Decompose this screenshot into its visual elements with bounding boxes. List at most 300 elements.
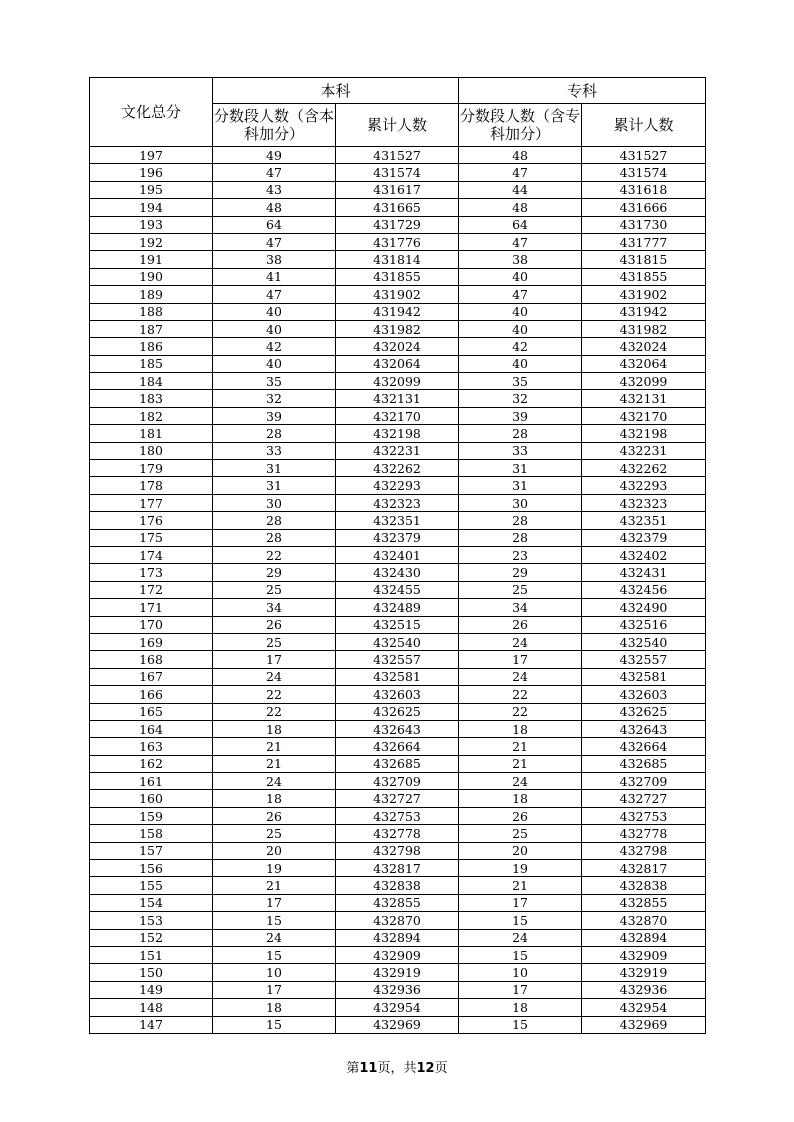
undergrad-count-cell: 64 bbox=[213, 216, 336, 233]
header-college-count: 分数段人数（含专科加分） bbox=[459, 104, 582, 147]
score-cell: 177 bbox=[90, 494, 213, 511]
table-row bbox=[90, 599, 706, 616]
table-row bbox=[90, 616, 706, 633]
header-undergrad-cumulative: 累计人数 bbox=[336, 104, 459, 147]
footer-total-pages: 12 bbox=[416, 1061, 435, 1076]
table-row bbox=[90, 268, 706, 285]
score-cell: 179 bbox=[90, 460, 213, 477]
college-cumulative-cell: 432936 bbox=[582, 981, 706, 998]
table-row bbox=[90, 390, 706, 407]
undergrad-count-cell: 26 bbox=[213, 807, 336, 824]
college-cumulative-cell: 432685 bbox=[582, 755, 706, 772]
undergrad-count-cell: 48 bbox=[213, 199, 336, 216]
college-cumulative-cell: 432855 bbox=[582, 894, 706, 911]
undergrad-count-cell: 38 bbox=[213, 251, 336, 268]
undergrad-cumulative-cell: 432919 bbox=[336, 964, 459, 981]
undergrad-cumulative-cell: 431617 bbox=[336, 181, 459, 198]
college-count-cell: 25 bbox=[459, 581, 582, 598]
college-count-cell: 40 bbox=[459, 355, 582, 372]
college-cumulative-cell: 432262 bbox=[582, 460, 706, 477]
footer-suffix: 页 bbox=[434, 1061, 448, 1076]
score-cell: 160 bbox=[90, 790, 213, 807]
score-cell: 167 bbox=[90, 668, 213, 685]
undergrad-cumulative-cell: 432131 bbox=[336, 390, 459, 407]
undergrad-count-cell: 10 bbox=[213, 964, 336, 981]
undergrad-count-cell: 40 bbox=[213, 355, 336, 372]
undergrad-cumulative-cell: 431527 bbox=[336, 147, 459, 164]
college-cumulative-cell: 432643 bbox=[582, 720, 706, 737]
header-college: 专科 bbox=[459, 78, 706, 104]
table-row bbox=[90, 425, 706, 442]
table-row bbox=[90, 546, 706, 563]
college-cumulative-cell: 432379 bbox=[582, 529, 706, 546]
college-cumulative-cell: 432581 bbox=[582, 668, 706, 685]
undergrad-cumulative-cell: 431729 bbox=[336, 216, 459, 233]
undergrad-count-cell: 15 bbox=[213, 912, 336, 929]
college-cumulative-cell: 432540 bbox=[582, 633, 706, 650]
table-row bbox=[90, 773, 706, 790]
score-cell: 171 bbox=[90, 599, 213, 616]
score-cell: 176 bbox=[90, 512, 213, 529]
table-row bbox=[90, 320, 706, 337]
undergrad-cumulative-cell: 432430 bbox=[336, 564, 459, 581]
table-row bbox=[90, 668, 706, 685]
college-count-cell: 24 bbox=[459, 633, 582, 650]
footer-page-number: 11 bbox=[359, 1061, 378, 1076]
score-cell: 157 bbox=[90, 842, 213, 859]
college-cumulative-cell: 432709 bbox=[582, 773, 706, 790]
score-cell: 161 bbox=[90, 773, 213, 790]
undergrad-count-cell: 41 bbox=[213, 268, 336, 285]
undergrad-count-cell: 29 bbox=[213, 564, 336, 581]
college-cumulative-cell: 432131 bbox=[582, 390, 706, 407]
college-count-cell: 22 bbox=[459, 686, 582, 703]
college-count-cell: 28 bbox=[459, 512, 582, 529]
score-cell: 190 bbox=[90, 268, 213, 285]
undergrad-cumulative-cell: 431776 bbox=[336, 233, 459, 250]
undergrad-count-cell: 31 bbox=[213, 460, 336, 477]
college-count-cell: 25 bbox=[459, 825, 582, 842]
table-row bbox=[90, 877, 706, 894]
undergrad-count-cell: 39 bbox=[213, 407, 336, 424]
college-count-cell: 48 bbox=[459, 199, 582, 216]
college-cumulative-cell: 432402 bbox=[582, 546, 706, 563]
undergrad-cumulative-cell: 432557 bbox=[336, 651, 459, 668]
score-cell: 151 bbox=[90, 946, 213, 963]
score-cell: 169 bbox=[90, 633, 213, 650]
college-cumulative-cell: 432431 bbox=[582, 564, 706, 581]
college-count-cell: 21 bbox=[459, 877, 582, 894]
college-count-cell: 28 bbox=[459, 425, 582, 442]
table-row bbox=[90, 147, 706, 164]
score-cell: 155 bbox=[90, 877, 213, 894]
score-cell: 189 bbox=[90, 286, 213, 303]
score-cell: 182 bbox=[90, 407, 213, 424]
table-row bbox=[90, 825, 706, 842]
score-cell: 184 bbox=[90, 373, 213, 390]
college-count-cell: 10 bbox=[459, 964, 582, 981]
undergrad-count-cell: 24 bbox=[213, 773, 336, 790]
college-count-cell: 17 bbox=[459, 651, 582, 668]
header-undergrad: 本科 bbox=[213, 78, 459, 104]
college-count-cell: 19 bbox=[459, 860, 582, 877]
college-cumulative-cell: 431574 bbox=[582, 164, 706, 181]
table-row bbox=[90, 286, 706, 303]
score-cell: 170 bbox=[90, 616, 213, 633]
score-cell: 185 bbox=[90, 355, 213, 372]
undergrad-cumulative-cell: 431814 bbox=[336, 251, 459, 268]
score-cell: 158 bbox=[90, 825, 213, 842]
score-cell: 196 bbox=[90, 164, 213, 181]
college-cumulative-cell: 432753 bbox=[582, 807, 706, 824]
score-cell: 165 bbox=[90, 703, 213, 720]
undergrad-cumulative-cell: 432909 bbox=[336, 946, 459, 963]
undergrad-count-cell: 22 bbox=[213, 546, 336, 563]
table-row bbox=[90, 216, 706, 233]
college-cumulative-cell: 432293 bbox=[582, 477, 706, 494]
undergrad-cumulative-cell: 432024 bbox=[336, 338, 459, 355]
undergrad-count-cell: 32 bbox=[213, 390, 336, 407]
college-cumulative-cell: 432954 bbox=[582, 999, 706, 1016]
college-cumulative-cell: 431730 bbox=[582, 216, 706, 233]
table-row bbox=[90, 460, 706, 477]
score-cell: 163 bbox=[90, 738, 213, 755]
college-cumulative-cell: 432817 bbox=[582, 860, 706, 877]
undergrad-cumulative-cell: 432170 bbox=[336, 407, 459, 424]
undergrad-count-cell: 25 bbox=[213, 581, 336, 598]
undergrad-count-cell: 40 bbox=[213, 303, 336, 320]
college-cumulative-cell: 432778 bbox=[582, 825, 706, 842]
undergrad-count-cell: 18 bbox=[213, 790, 336, 807]
undergrad-cumulative-cell: 432540 bbox=[336, 633, 459, 650]
college-count-cell: 15 bbox=[459, 946, 582, 963]
header-undergrad-count: 分数段人数（含本科加分） bbox=[213, 104, 336, 147]
table-row bbox=[90, 512, 706, 529]
score-cell: 188 bbox=[90, 303, 213, 320]
undergrad-count-cell: 24 bbox=[213, 929, 336, 946]
table-row bbox=[90, 442, 706, 459]
undergrad-count-cell: 21 bbox=[213, 877, 336, 894]
undergrad-cumulative-cell: 432894 bbox=[336, 929, 459, 946]
college-count-cell: 48 bbox=[459, 147, 582, 164]
college-cumulative-cell: 431618 bbox=[582, 181, 706, 198]
table-row bbox=[90, 842, 706, 859]
college-cumulative-cell: 432603 bbox=[582, 686, 706, 703]
table-row bbox=[90, 686, 706, 703]
undergrad-cumulative-cell: 432709 bbox=[336, 773, 459, 790]
undergrad-count-cell: 42 bbox=[213, 338, 336, 355]
score-cell: 180 bbox=[90, 442, 213, 459]
college-cumulative-cell: 432919 bbox=[582, 964, 706, 981]
undergrad-cumulative-cell: 432855 bbox=[336, 894, 459, 911]
college-count-cell: 33 bbox=[459, 442, 582, 459]
table-row bbox=[90, 251, 706, 268]
score-cell: 175 bbox=[90, 529, 213, 546]
college-count-cell: 15 bbox=[459, 1016, 582, 1033]
undergrad-cumulative-cell: 432625 bbox=[336, 703, 459, 720]
undergrad-count-cell: 24 bbox=[213, 668, 336, 685]
undergrad-cumulative-cell: 432685 bbox=[336, 755, 459, 772]
score-cell: 186 bbox=[90, 338, 213, 355]
undergrad-count-cell: 26 bbox=[213, 616, 336, 633]
table-row bbox=[90, 790, 706, 807]
undergrad-count-cell: 17 bbox=[213, 651, 336, 668]
college-cumulative-cell: 432664 bbox=[582, 738, 706, 755]
table-row bbox=[90, 373, 706, 390]
undergrad-cumulative-cell: 431982 bbox=[336, 320, 459, 337]
undergrad-cumulative-cell: 432603 bbox=[336, 686, 459, 703]
college-cumulative-cell: 432894 bbox=[582, 929, 706, 946]
score-cell: 197 bbox=[90, 147, 213, 164]
undergrad-count-cell: 20 bbox=[213, 842, 336, 859]
undergrad-cumulative-cell: 432099 bbox=[336, 373, 459, 390]
score-cell: 195 bbox=[90, 181, 213, 198]
undergrad-cumulative-cell: 432064 bbox=[336, 355, 459, 372]
score-cell: 154 bbox=[90, 894, 213, 911]
undergrad-count-cell: 15 bbox=[213, 946, 336, 963]
undergrad-cumulative-cell: 432293 bbox=[336, 477, 459, 494]
college-cumulative-cell: 432490 bbox=[582, 599, 706, 616]
table-row bbox=[90, 1016, 706, 1033]
table-row bbox=[90, 894, 706, 911]
score-cell: 172 bbox=[90, 581, 213, 598]
college-count-cell: 24 bbox=[459, 668, 582, 685]
score-cell: 193 bbox=[90, 216, 213, 233]
undergrad-count-cell: 25 bbox=[213, 633, 336, 650]
college-count-cell: 40 bbox=[459, 303, 582, 320]
college-cumulative-cell: 432516 bbox=[582, 616, 706, 633]
table-row bbox=[90, 164, 706, 181]
table-row bbox=[90, 303, 706, 320]
college-count-cell: 31 bbox=[459, 477, 582, 494]
college-count-cell: 30 bbox=[459, 494, 582, 511]
table-row bbox=[90, 233, 706, 250]
undergrad-cumulative-cell: 432489 bbox=[336, 599, 459, 616]
college-count-cell: 40 bbox=[459, 320, 582, 337]
header-total-score: 文化总分 bbox=[90, 78, 213, 147]
undergrad-cumulative-cell: 432231 bbox=[336, 442, 459, 459]
score-cell: 149 bbox=[90, 981, 213, 998]
college-cumulative-cell: 431942 bbox=[582, 303, 706, 320]
undergrad-cumulative-cell: 431665 bbox=[336, 199, 459, 216]
college-count-cell: 26 bbox=[459, 807, 582, 824]
undergrad-count-cell: 28 bbox=[213, 425, 336, 442]
table-row bbox=[90, 807, 706, 824]
undergrad-count-cell: 35 bbox=[213, 373, 336, 390]
undergrad-count-cell: 19 bbox=[213, 860, 336, 877]
undergrad-count-cell: 33 bbox=[213, 442, 336, 459]
college-cumulative-cell: 431666 bbox=[582, 199, 706, 216]
college-count-cell: 40 bbox=[459, 268, 582, 285]
undergrad-cumulative-cell: 432778 bbox=[336, 825, 459, 842]
score-cell: 183 bbox=[90, 390, 213, 407]
table-row bbox=[90, 581, 706, 598]
table-row bbox=[90, 633, 706, 650]
table-row bbox=[90, 929, 706, 946]
table-row bbox=[90, 651, 706, 668]
undergrad-cumulative-cell: 432323 bbox=[336, 494, 459, 511]
college-cumulative-cell: 432064 bbox=[582, 355, 706, 372]
undergrad-count-cell: 28 bbox=[213, 512, 336, 529]
college-count-cell: 28 bbox=[459, 529, 582, 546]
footer-mid: 页，共 bbox=[377, 1061, 417, 1076]
college-count-cell: 17 bbox=[459, 981, 582, 998]
undergrad-count-cell: 31 bbox=[213, 477, 336, 494]
score-cell: 173 bbox=[90, 564, 213, 581]
table-row bbox=[90, 477, 706, 494]
undergrad-cumulative-cell: 432753 bbox=[336, 807, 459, 824]
undergrad-count-cell: 28 bbox=[213, 529, 336, 546]
undergrad-count-cell: 22 bbox=[213, 703, 336, 720]
college-count-cell: 32 bbox=[459, 390, 582, 407]
college-cumulative-cell: 432557 bbox=[582, 651, 706, 668]
college-cumulative-cell: 432870 bbox=[582, 912, 706, 929]
table-row bbox=[90, 199, 706, 216]
college-count-cell: 22 bbox=[459, 703, 582, 720]
undergrad-cumulative-cell: 431855 bbox=[336, 268, 459, 285]
college-count-cell: 31 bbox=[459, 460, 582, 477]
undergrad-cumulative-cell: 432727 bbox=[336, 790, 459, 807]
college-count-cell: 21 bbox=[459, 738, 582, 755]
college-cumulative-cell: 432323 bbox=[582, 494, 706, 511]
college-count-cell: 47 bbox=[459, 164, 582, 181]
undergrad-count-cell: 17 bbox=[213, 981, 336, 998]
table-row bbox=[90, 181, 706, 198]
score-cell: 194 bbox=[90, 199, 213, 216]
college-count-cell: 29 bbox=[459, 564, 582, 581]
college-count-cell: 23 bbox=[459, 546, 582, 563]
table-row bbox=[90, 755, 706, 772]
college-cumulative-cell: 432170 bbox=[582, 407, 706, 424]
college-cumulative-cell: 431815 bbox=[582, 251, 706, 268]
table-row bbox=[90, 738, 706, 755]
table-row bbox=[90, 912, 706, 929]
undergrad-count-cell: 25 bbox=[213, 825, 336, 842]
college-count-cell: 18 bbox=[459, 720, 582, 737]
undergrad-count-cell: 47 bbox=[213, 286, 336, 303]
undergrad-cumulative-cell: 432351 bbox=[336, 512, 459, 529]
undergrad-cumulative-cell: 432969 bbox=[336, 1016, 459, 1033]
score-cell: 166 bbox=[90, 686, 213, 703]
undergrad-cumulative-cell: 431574 bbox=[336, 164, 459, 181]
college-cumulative-cell: 431902 bbox=[582, 286, 706, 303]
college-count-cell: 39 bbox=[459, 407, 582, 424]
undergrad-cumulative-cell: 432954 bbox=[336, 999, 459, 1016]
table-row bbox=[90, 529, 706, 546]
score-cell: 192 bbox=[90, 233, 213, 250]
college-count-cell: 64 bbox=[459, 216, 582, 233]
undergrad-cumulative-cell: 432936 bbox=[336, 981, 459, 998]
undergrad-cumulative-cell: 432581 bbox=[336, 668, 459, 685]
college-cumulative-cell: 432231 bbox=[582, 442, 706, 459]
undergrad-count-cell: 15 bbox=[213, 1016, 336, 1033]
score-cell: 150 bbox=[90, 964, 213, 981]
undergrad-count-cell: 34 bbox=[213, 599, 336, 616]
score-cell: 162 bbox=[90, 755, 213, 772]
score-cell: 159 bbox=[90, 807, 213, 824]
undergrad-count-cell: 47 bbox=[213, 233, 336, 250]
table-body bbox=[90, 147, 706, 1034]
table-row bbox=[90, 494, 706, 511]
college-count-cell: 24 bbox=[459, 929, 582, 946]
score-cell: 181 bbox=[90, 425, 213, 442]
undergrad-cumulative-cell: 432838 bbox=[336, 877, 459, 894]
college-cumulative-cell: 432456 bbox=[582, 581, 706, 598]
undergrad-count-cell: 17 bbox=[213, 894, 336, 911]
header-college-cumulative: 累计人数 bbox=[582, 104, 706, 147]
college-count-cell: 18 bbox=[459, 999, 582, 1016]
college-cumulative-cell: 432798 bbox=[582, 842, 706, 859]
undergrad-count-cell: 22 bbox=[213, 686, 336, 703]
undergrad-cumulative-cell: 432817 bbox=[336, 860, 459, 877]
college-cumulative-cell: 432198 bbox=[582, 425, 706, 442]
college-cumulative-cell: 431982 bbox=[582, 320, 706, 337]
table-row bbox=[90, 703, 706, 720]
college-count-cell: 42 bbox=[459, 338, 582, 355]
college-count-cell: 47 bbox=[459, 286, 582, 303]
college-count-cell: 20 bbox=[459, 842, 582, 859]
table-row bbox=[90, 407, 706, 424]
table-row bbox=[90, 338, 706, 355]
college-cumulative-cell: 432625 bbox=[582, 703, 706, 720]
table-row bbox=[90, 355, 706, 372]
undergrad-cumulative-cell: 432379 bbox=[336, 529, 459, 546]
undergrad-count-cell: 18 bbox=[213, 999, 336, 1016]
undergrad-count-cell: 21 bbox=[213, 738, 336, 755]
college-count-cell: 17 bbox=[459, 894, 582, 911]
undergrad-cumulative-cell: 432798 bbox=[336, 842, 459, 859]
table-row bbox=[90, 981, 706, 998]
college-cumulative-cell: 432024 bbox=[582, 338, 706, 355]
undergrad-count-cell: 18 bbox=[213, 720, 336, 737]
undergrad-cumulative-cell: 432198 bbox=[336, 425, 459, 442]
table-header bbox=[90, 78, 706, 147]
undergrad-cumulative-cell: 432515 bbox=[336, 616, 459, 633]
college-count-cell: 38 bbox=[459, 251, 582, 268]
table-row bbox=[90, 860, 706, 877]
score-cell: 147 bbox=[90, 1016, 213, 1033]
college-cumulative-cell: 432909 bbox=[582, 946, 706, 963]
score-cell: 168 bbox=[90, 651, 213, 668]
college-cumulative-cell: 431527 bbox=[582, 147, 706, 164]
score-cell: 187 bbox=[90, 320, 213, 337]
score-cell: 178 bbox=[90, 477, 213, 494]
score-cell: 152 bbox=[90, 929, 213, 946]
undergrad-cumulative-cell: 432262 bbox=[336, 460, 459, 477]
score-cell: 174 bbox=[90, 546, 213, 563]
undergrad-cumulative-cell: 432643 bbox=[336, 720, 459, 737]
college-count-cell: 35 bbox=[459, 373, 582, 390]
college-count-cell: 26 bbox=[459, 616, 582, 633]
undergrad-count-cell: 49 bbox=[213, 147, 336, 164]
undergrad-cumulative-cell: 431902 bbox=[336, 286, 459, 303]
college-count-cell: 34 bbox=[459, 599, 582, 616]
undergrad-cumulative-cell: 431942 bbox=[336, 303, 459, 320]
college-cumulative-cell: 432727 bbox=[582, 790, 706, 807]
table-row bbox=[90, 999, 706, 1016]
college-count-cell: 15 bbox=[459, 912, 582, 929]
table-row bbox=[90, 720, 706, 737]
undergrad-cumulative-cell: 432455 bbox=[336, 581, 459, 598]
page-footer bbox=[0, 1057, 794, 1076]
college-count-cell: 24 bbox=[459, 773, 582, 790]
college-cumulative-cell: 432351 bbox=[582, 512, 706, 529]
college-count-cell: 47 bbox=[459, 233, 582, 250]
undergrad-cumulative-cell: 432870 bbox=[336, 912, 459, 929]
college-cumulative-cell: 432838 bbox=[582, 877, 706, 894]
undergrad-count-cell: 40 bbox=[213, 320, 336, 337]
undergrad-count-cell: 21 bbox=[213, 755, 336, 772]
